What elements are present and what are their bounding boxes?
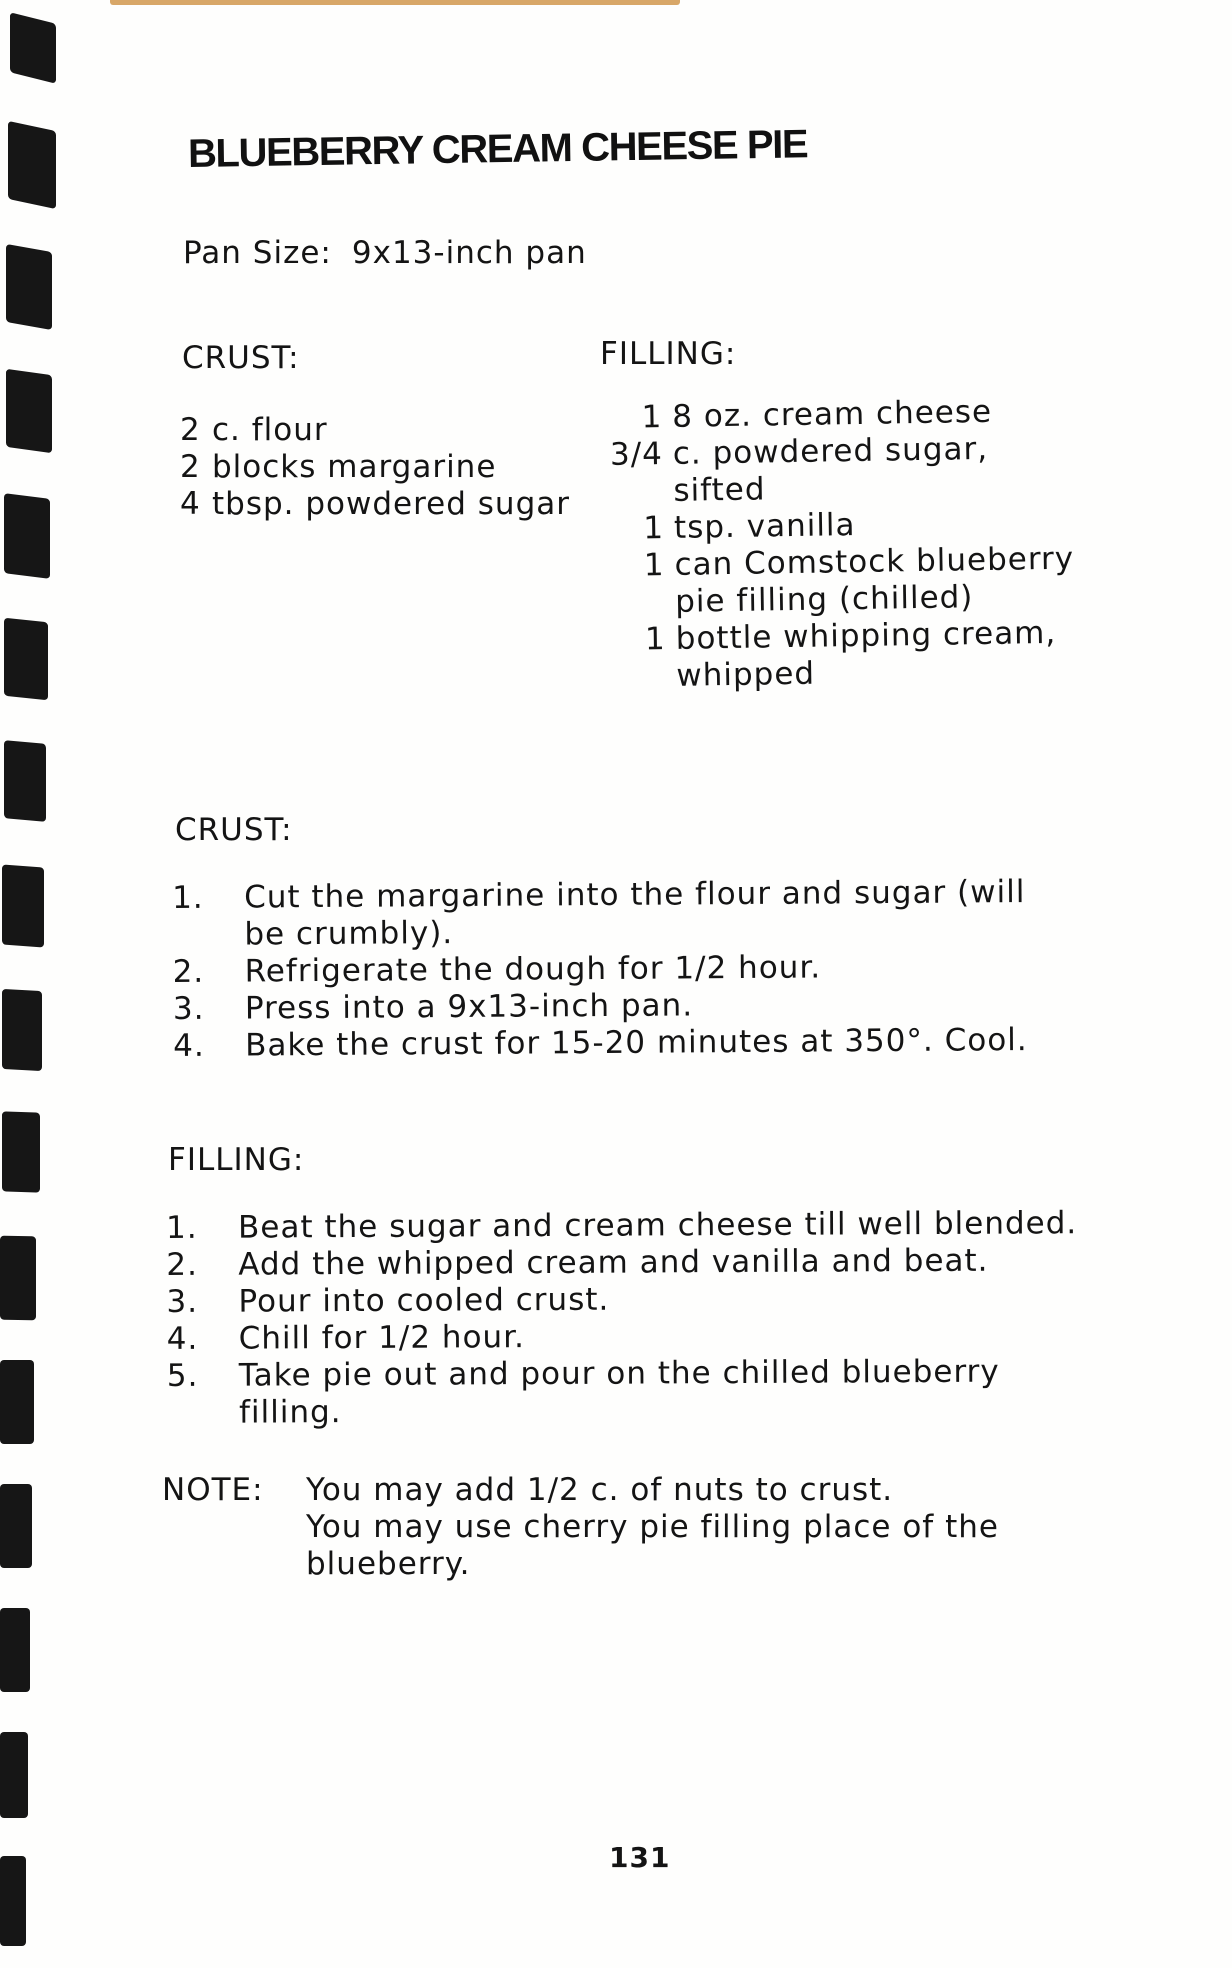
step-number: 5. bbox=[166, 1357, 199, 1394]
step-text: Take pie out and pour on the chilled blueberry bbox=[238, 1353, 1000, 1394]
step-text: Cut the margarine into the flour and sugar (will bbox=[243, 874, 1026, 916]
step-number: 3. bbox=[172, 990, 205, 1027]
step-text: filling. bbox=[238, 1394, 342, 1431]
step-text: be crumbly). bbox=[244, 915, 454, 953]
ingredient-qty: 3/4 bbox=[609, 436, 664, 473]
crust-steps-list bbox=[172, 874, 1028, 1065]
ingredient-qty: 4 bbox=[180, 486, 201, 522]
ingredient-item: pie filling (chilled) bbox=[674, 579, 974, 620]
binding-coil bbox=[0, 1856, 26, 1946]
step-number bbox=[167, 1395, 239, 1432]
step-number bbox=[172, 916, 244, 954]
ingredient-row bbox=[603, 615, 1075, 659]
ingredient-item: tbsp. powdered sugar bbox=[212, 486, 571, 522]
ingredient-qty: 2 bbox=[180, 449, 201, 485]
step-number: 1. bbox=[172, 879, 204, 916]
filling-ingredients-heading: FILLING: bbox=[600, 336, 737, 372]
step-number: 2. bbox=[172, 953, 205, 990]
step-text: Bake the crust for 15-20 minutes at 350°. Cool. bbox=[245, 1022, 1028, 1064]
step-number: 1. bbox=[166, 1209, 198, 1246]
step-row bbox=[173, 985, 1028, 1028]
step-row bbox=[172, 911, 1027, 954]
pan-size-row bbox=[183, 235, 587, 272]
step-row bbox=[166, 1205, 1077, 1247]
ingredient-row bbox=[180, 486, 570, 523]
crust-steps-heading: CRUST: bbox=[175, 812, 293, 848]
ingredient-row bbox=[604, 652, 1076, 696]
step-number: 4. bbox=[173, 1027, 205, 1064]
binding-coil bbox=[2, 1111, 40, 1192]
filling-ingredients-list bbox=[600, 393, 1076, 696]
binding-coil bbox=[4, 618, 48, 701]
ingredient-qty bbox=[604, 658, 677, 696]
ingredient-qty: 1 bbox=[644, 620, 667, 658]
ingredient-item: bottle whipping cream, bbox=[675, 614, 1057, 657]
step-text: Refrigerate the dough for 1/2 hour. bbox=[244, 949, 822, 990]
binding-coil bbox=[0, 1360, 34, 1444]
filling-steps-list bbox=[166, 1205, 1078, 1432]
step-text: Press into a 9x13-inch pan. bbox=[244, 987, 694, 1027]
spiral-binding bbox=[0, 0, 80, 1968]
ingredient-qty bbox=[601, 473, 674, 511]
filling-steps-heading: FILLING: bbox=[168, 1142, 305, 1178]
pan-size-label: Pan Size: bbox=[183, 235, 332, 271]
ingredient-item: sifted bbox=[673, 471, 766, 509]
step-row bbox=[167, 1353, 1078, 1395]
binding-coil bbox=[0, 1732, 28, 1818]
ingredient-qty: 2 bbox=[180, 412, 201, 448]
binding-coil bbox=[4, 493, 50, 579]
binding-coil bbox=[8, 121, 56, 209]
step-row bbox=[166, 1242, 1077, 1284]
binding-coil bbox=[0, 1484, 32, 1568]
binding-coil bbox=[6, 244, 52, 330]
ingredient-qty: 1 bbox=[643, 547, 665, 584]
recipe-note bbox=[162, 1472, 999, 1583]
ingredient-row bbox=[602, 541, 1074, 585]
ingredient-item: c. powdered sugar, bbox=[672, 430, 989, 472]
step-number: 3. bbox=[166, 1283, 199, 1320]
ingredient-item: blocks margarine bbox=[212, 449, 497, 485]
step-text: Pour into cooled crust. bbox=[238, 1281, 610, 1320]
page-top-edge bbox=[110, 0, 680, 5]
step-text: Add the whipped cream and vanilla and beat. bbox=[238, 1242, 989, 1283]
ingredient-item: 8 oz. cream cheese bbox=[671, 393, 993, 435]
ingredient-row bbox=[180, 412, 570, 449]
ingredient-qty: 1 bbox=[643, 510, 665, 547]
crust-ingredients-list bbox=[180, 412, 570, 523]
binding-coil bbox=[2, 865, 44, 948]
note-lines bbox=[306, 1472, 999, 1583]
ingredient-item: whipped bbox=[676, 655, 816, 694]
step-row bbox=[167, 1316, 1078, 1358]
step-row bbox=[172, 874, 1027, 917]
ingredient-qty: 1 bbox=[641, 399, 663, 436]
note-line: blueberry. bbox=[306, 1546, 471, 1582]
step-text: Chill for 1/2 hour. bbox=[238, 1319, 525, 1357]
note-label: NOTE: bbox=[162, 1472, 264, 1508]
crust-ingredients-heading: CRUST: bbox=[182, 340, 300, 376]
step-row bbox=[173, 948, 1028, 991]
step-text: Beat the sugar and cream cheese till well blended. bbox=[237, 1205, 1078, 1246]
step-number: 2. bbox=[166, 1246, 198, 1283]
recipe-title: BLUEBERRY CREAM CHEESE PIE bbox=[187, 122, 808, 176]
note-line: You may add 1/2 c. of nuts to crust. bbox=[306, 1472, 894, 1508]
ingredient-item: can Comstock blueberry bbox=[674, 540, 1075, 583]
step-row bbox=[166, 1279, 1077, 1321]
pan-size-value: 9x13-inch pan bbox=[351, 235, 587, 271]
binding-coil bbox=[10, 12, 56, 83]
step-row bbox=[173, 1022, 1028, 1065]
binding-coil bbox=[0, 1608, 30, 1692]
ingredient-qty bbox=[603, 584, 676, 622]
binding-coil bbox=[2, 989, 42, 1071]
binding-coil bbox=[6, 369, 52, 453]
ingredient-item: c. flour bbox=[212, 412, 328, 448]
page-number: 131 bbox=[609, 1841, 671, 1874]
note-line: You may use cherry pie filling place of the bbox=[306, 1509, 999, 1545]
binding-coil bbox=[0, 1236, 36, 1321]
step-number: 4. bbox=[166, 1320, 199, 1357]
binding-coil bbox=[4, 740, 46, 822]
ingredient-row bbox=[180, 449, 570, 486]
ingredient-item: tsp. vanilla bbox=[673, 507, 856, 546]
step-row bbox=[167, 1390, 1078, 1432]
